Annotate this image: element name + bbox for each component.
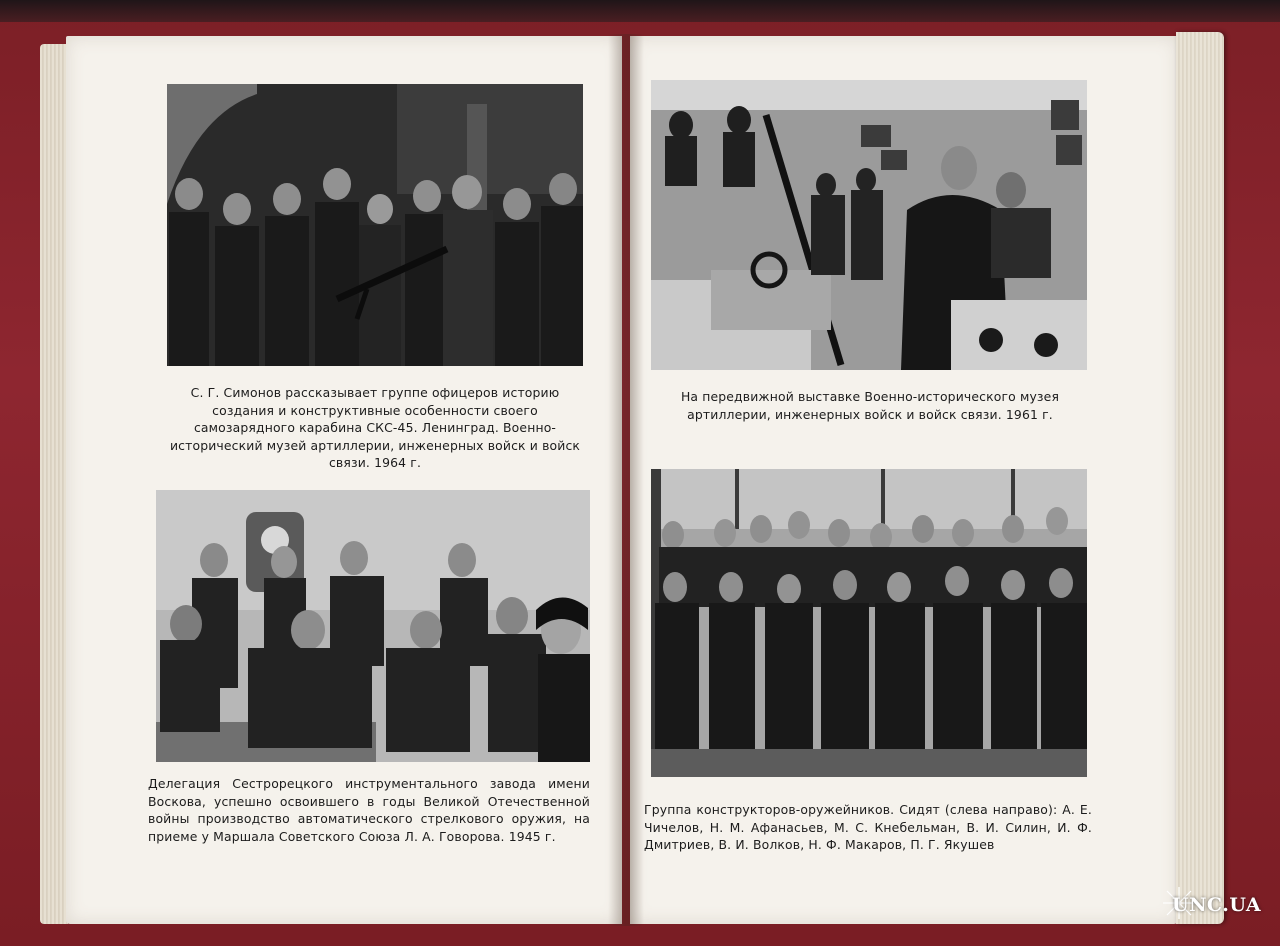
watermark-text: UNC.UA <box>1172 894 1262 916</box>
photo-simonov-officers <box>167 84 583 366</box>
caption-mobile-exhibition: На передвижной выставке Военно-исторического музея артиллерии, инженерных войск и войск связи. 1961 г. <box>680 389 1060 422</box>
photo-sestroretsk-delegation-image <box>156 490 590 762</box>
photo-mobile-exhibition <box>651 80 1087 370</box>
photo-simonov-officers-image <box>167 84 583 366</box>
book-gutter <box>608 34 644 926</box>
photo-sestroretsk-delegation <box>156 490 590 762</box>
photo-mobile-exhibition-image <box>651 80 1087 370</box>
caption-simonov: С. Г. Симонов рассказывает группе офицеров историю создания и конструктивные особенности своего самозарядного карабина СКС-45. Ленинград. Военно-исторический музей артиллерии, инженерных войск и войск связи. 1964 г. <box>169 385 581 470</box>
photo-gunsmith-designers <box>651 469 1087 777</box>
left-page-edges <box>40 44 68 924</box>
cover-top-shadow <box>0 0 1280 22</box>
caption-sestroretsk-delegation: Делегация Сестрорецкого инструментального завода имени Воскова, успешно освоившего в годы Великой Отечественной войны производство автоматического стрелкового оружия, на приеме у Маршала Советского Союза Л. А. Говорова. 1945 г. <box>148 776 590 844</box>
photo-gunsmith-designers-image <box>651 469 1087 777</box>
caption-gunsmith-designers: Группа конструкторов-оружейников. Сидят (слева направо): А. Е. Чичелов, Н. М. Афанасьев, М. С. Кнебельман, В. И. Силин, И. Ф. Дмитриев, В. И. Волков, Н. Ф. Макаров, П. Г. Якушев <box>644 802 1092 852</box>
right-page-edges <box>1176 32 1224 924</box>
